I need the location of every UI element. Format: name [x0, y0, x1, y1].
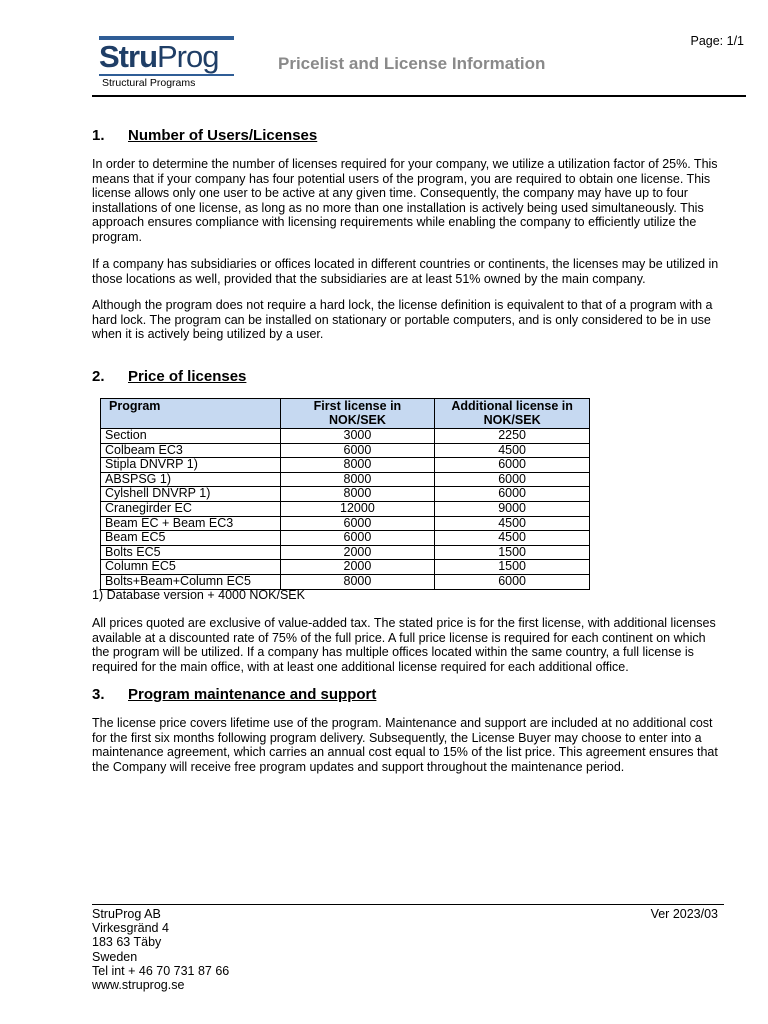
footer-version: Ver 2023/03 [650, 907, 718, 921]
additional-license-price-cell: 1500 [435, 560, 590, 575]
first-license-price-cell: 6000 [280, 531, 435, 546]
first-license-price-cell: 2000 [280, 560, 435, 575]
additional-license-price-cell: 6000 [435, 574, 590, 589]
additional-license-price-cell: 6000 [435, 458, 590, 473]
additional-license-price-cell: 4500 [435, 516, 590, 531]
program-name-cell: Beam EC5 [101, 531, 281, 546]
footer-company: StruProg AB [92, 907, 161, 921]
table-row [101, 443, 590, 458]
footer-postal: 183 63 Täby [92, 935, 162, 950]
program-name-cell: Bolts+Beam+Column EC5 [101, 574, 281, 589]
paragraph-utilization: In order to determine the number of licenses required for your company, we utilize a utilization factor of 25%. This means that if your company has four potential users of the program, you are required to obtain one license. This license allows only one user to be active at any given time. Consequently, the company may have up to four installations of one license, as long as no more than one installation is actively being used simultaneously. This approach ensures compliance with licensing requirements while enabling the company to efficiently utilize the program. [92, 157, 718, 244]
additional-license-price-cell: 2250 [435, 429, 590, 444]
section-number: 1. [92, 127, 105, 144]
program-name-cell: Section [101, 429, 281, 444]
program-name-cell: Cylshell DNVRP 1) [101, 487, 281, 502]
section-title: Program maintenance and support [128, 686, 377, 703]
first-license-price-cell: 3000 [280, 429, 435, 444]
footer-country: Sweden [92, 949, 138, 964]
table-row [101, 458, 590, 473]
footer-website: www.struprog.se [92, 978, 185, 993]
first-license-price-cell: 12000 [280, 501, 435, 516]
section-number: 3. [92, 686, 105, 703]
price-table-header [101, 399, 590, 429]
table-row [101, 472, 590, 487]
header-program: Program [101, 399, 281, 429]
header-additional-license: Additional license in NOK/SEK [435, 399, 590, 429]
page-number: Page: 1/1 [690, 34, 744, 48]
first-license-price-cell: 8000 [280, 472, 435, 487]
program-name-cell: Stipla DNVRP 1) [101, 458, 281, 473]
section-number: 2. [92, 368, 105, 385]
program-name-cell: Bolts EC5 [101, 545, 281, 560]
first-license-price-cell: 8000 [280, 487, 435, 502]
program-name-cell: Colbeam EC3 [101, 443, 281, 458]
logo-wordmark [99, 41, 239, 72]
program-name-cell: Cranegirder EC [101, 501, 281, 516]
logo-bottom-bar [99, 74, 234, 76]
paragraph-maintenance: The license price covers lifetime use of the program. Maintenance and support are included at no additional cost for the first six months following program delivery. Subsequently, the License Buyer may choose to enter into a maintenance agreement, which carries an annual cost equal to 15% of the list price. This agreement ensures that the Company will receive free program updates and support throughout the maintenance period. [92, 716, 718, 774]
section-title: Number of Users/Licenses [128, 127, 318, 144]
paragraph-hard-lock: Although the program does not require a hard lock, the license definition is equivalent to that of a program with a hard lock. The program can be installed on stationary or portable computers, and is only considered to be in use when it is actively being utilized by a user. [92, 298, 713, 342]
first-license-price-cell: 2000 [280, 545, 435, 560]
program-name-cell: ABSPSG 1) [101, 472, 281, 487]
price-table [100, 398, 590, 590]
table-row [101, 516, 590, 531]
additional-license-price-cell: 1500 [435, 545, 590, 560]
first-license-price-cell: 6000 [280, 443, 435, 458]
table-row [101, 429, 590, 444]
table-footnote: 1) Database version + 4000 NOK/SEK [92, 588, 305, 602]
table-row [101, 560, 590, 575]
logo-subtitle: Structural Programs [102, 77, 196, 89]
additional-license-price-cell: 4500 [435, 443, 590, 458]
document-title: Pricelist and License Information [278, 54, 546, 73]
section-title: Price of licenses [128, 368, 247, 385]
footer-phone: Tel int + 46 70 731 87 66 [92, 963, 230, 978]
table-row [101, 531, 590, 546]
paragraph-subsidiaries: If a company has subsidiaries or offices located in different countries or continents, the licenses may be utilized in those locations as well, provided that the subsidiaries are at least 51% owned by the main company. [92, 257, 719, 286]
paragraph-price-terms: All prices quoted are exclusive of value-added tax. The stated price is for the first license, with additional licenses available at a discounted rate of 75% of the full price. A full price license is required for each continent on which the program will be utilized. If a company has multiple offices located within the same country, a full license is required for the main office, with at least one additional license required for each additional office. [92, 616, 716, 674]
table-row [101, 574, 590, 589]
program-name-cell: Column EC5 [101, 560, 281, 575]
company-logo [99, 36, 239, 89]
table-row [101, 545, 590, 560]
additional-license-price-cell: 6000 [435, 487, 590, 502]
footer-divider [92, 904, 724, 905]
logo-regular-part: Prog [157, 39, 219, 74]
table-row [101, 487, 590, 502]
header-first-license: First license in NOK/SEK [280, 399, 435, 429]
first-license-price-cell: 6000 [280, 516, 435, 531]
section-heading-maintenance [92, 686, 376, 703]
first-license-price-cell: 8000 [280, 574, 435, 589]
table-row [101, 501, 590, 516]
first-license-price-cell: 8000 [280, 458, 435, 473]
additional-license-price-cell: 9000 [435, 501, 590, 516]
additional-license-price-cell: 4500 [435, 531, 590, 546]
logo-bold-part: Stru [99, 39, 157, 74]
price-table-body [101, 429, 590, 590]
program-name-cell: Beam EC + Beam EC3 [101, 516, 281, 531]
section-heading-users [92, 127, 317, 144]
section-heading-price [92, 368, 246, 385]
header-divider [92, 95, 746, 97]
footer-street: Virkesgränd 4 [92, 921, 169, 936]
additional-license-price-cell: 6000 [435, 472, 590, 487]
footer-address [92, 907, 229, 992]
